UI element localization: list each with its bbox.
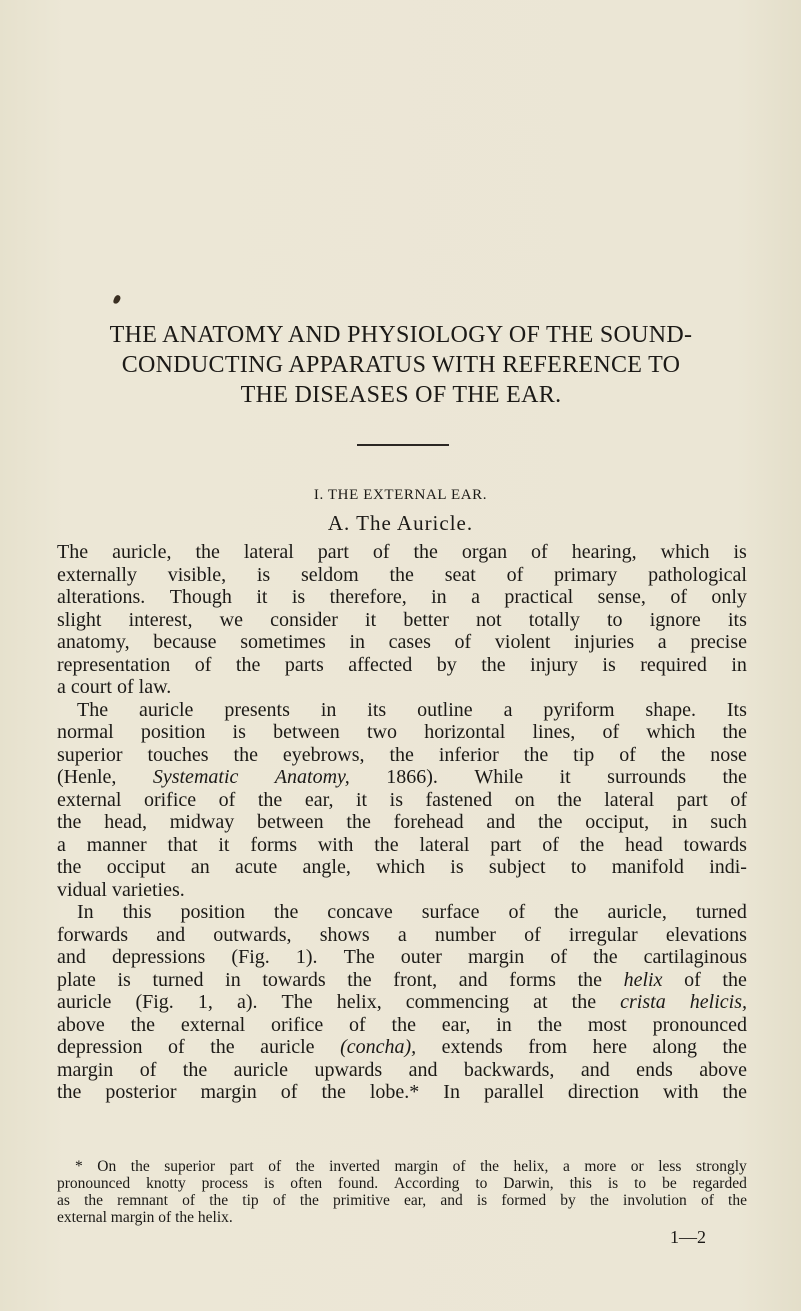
body-line: above the external orifice of the ear, in the most pronounced (57, 1013, 747, 1036)
page-signature: 1—2 (670, 1227, 706, 1247)
body-line: externally visible, is seldom the seat of primary pathological (57, 563, 747, 586)
body-line: anatomy, because sometimes in cases of violent injuries a precise (57, 631, 747, 653)
body-line: and depressions (Fig. 1). The outer margin of the cartilaginous (57, 946, 747, 968)
body-line: plate is turned in towards the front, and forms the helix of the (57, 968, 747, 991)
body-line: a manner that it forms with the lateral part of the head towards (57, 833, 747, 856)
chapter-title-line: THE DISEASES OF THE EAR. (240, 382, 562, 408)
footnote (57, 1158, 747, 1226)
subsection-heading: A. The Auricle. (327, 511, 474, 535)
body-line: (Henle, Systematic Anatomy, 1866). While it surrounds the (57, 766, 747, 788)
body-line: margin of the auricle upwards and backwards, and ends above (57, 1058, 747, 1081)
body-line: depression of the auricle (concha), extends from here along the (57, 1036, 747, 1058)
ink-speck (113, 294, 122, 305)
body-line: representation of the parts affected by the injury is required in (57, 653, 747, 676)
body-line: normal position is between two horizontal lines, of which the (57, 721, 747, 743)
footnote-line: as the remnant of the tip of the primitive ear, and is formed by the involution of the (57, 1192, 747, 1209)
body-line: In this position the concave surface of the auricle, turned (77, 901, 747, 923)
chapter-title (60, 320, 742, 410)
body-line: the head, midway between the forehead and the occiput, in such (57, 811, 747, 833)
footnote-line: * On the superior part of the inverted margin of the helix, a more or less strongly (75, 1158, 747, 1175)
section-heading: I. THE EXTERNAL EAR. (313, 487, 488, 503)
footnote-line: external margin of the helix. (57, 1209, 233, 1226)
body-line: forwards and outwards, shows a number of irregular elevations (57, 923, 747, 946)
chapter-title-line: CONDUCTING APPARATUS WITH REFERENCE TO (121, 352, 681, 378)
title-divider (357, 444, 449, 446)
body-line: external orifice of the ear, it is fastened on the lateral part of (57, 788, 747, 811)
body-line: vidual varieties. (57, 878, 185, 901)
body-line: the posterior margin of the lobe.* In parallel direction with the (57, 1081, 747, 1103)
body-line: The auricle presents in its outline a pyriform shape. Its (77, 698, 747, 721)
footnote-line: pronounced knotty process is often found. According to Darwin, this is to be regarded (57, 1175, 747, 1192)
body-text (57, 541, 747, 1104)
chapter-title-line: THE ANATOMY AND PHYSIOLOGY OF THE SOUND- (109, 322, 693, 348)
body-line: superior touches the eyebrows, the inferior the tip of the nose (57, 743, 747, 766)
body-line: a court of law. (57, 676, 172, 698)
body-line: the occiput an acute angle, which is subject to manifold indi- (57, 856, 747, 878)
body-line: slight interest, we consider it better not totally to ignore its (57, 608, 747, 631)
body-line: The auricle, the lateral part of the organ of hearing, which is (57, 541, 747, 563)
body-line: alterations. Though it is therefore, in a practical sense, of only (57, 586, 747, 608)
body-line: auricle (Fig. 1, a). The helix, commencing at the crista helicis, (57, 991, 747, 1013)
